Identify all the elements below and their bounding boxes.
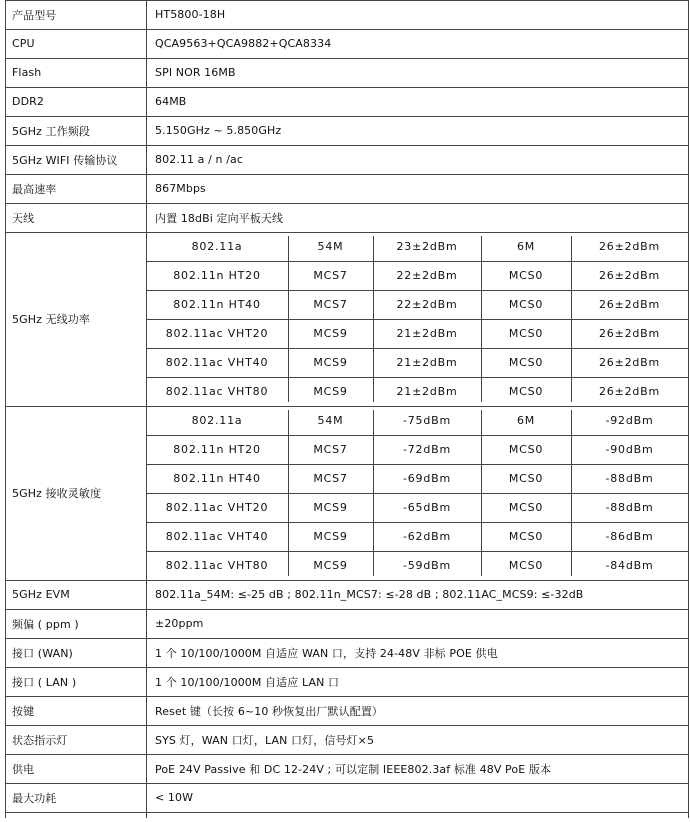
sub-cell: -59dBm (402, 559, 451, 572)
spec-label: 供电 (12, 762, 35, 776)
sub-cell: 22±2dBm (396, 269, 458, 282)
spec-label: 5GHz WIFI 传输协议 (12, 153, 118, 167)
table-right-border (688, 0, 689, 818)
spec-value: HT5800-18H (155, 8, 226, 21)
sub-cell: MCS7 (313, 443, 348, 456)
spec-label: 按键 (12, 704, 35, 718)
spec-value: 802.11a_54M: ≤-25 dB ; 802.11n_MCS7: ≤-28 dB ; 802.11AC_MCS9: ≤-32dB (155, 588, 584, 601)
spec-value: Reset 键（长按 6~10 秒恢复出厂默认配置） (155, 704, 384, 718)
spec-value: 867Mbps (155, 182, 206, 195)
sub-cell: MCS0 (508, 327, 544, 340)
sub-cell: 54M (317, 240, 344, 253)
spec-value: < 10W (155, 791, 194, 804)
sub-cell: MCS0 (508, 559, 544, 572)
sub-cell: 802.11ac VHT80 (165, 559, 269, 572)
sub-cell: 21±2dBm (396, 327, 458, 340)
spec-label: CPU (12, 37, 35, 50)
sub-cell: -90dBm (605, 443, 654, 456)
sub-cell: MCS0 (508, 501, 544, 514)
sub-cell: 802.11n HT40 (173, 472, 261, 485)
sub-cell: -86dBm (605, 530, 654, 543)
spec-value: SPI NOR 16MB (155, 66, 236, 79)
spec-value: 5.150GHz ~ 5.850GHz (155, 124, 282, 137)
sub-cell: 26±2dBm (598, 269, 661, 282)
sub-cell: -92dBm (605, 414, 654, 427)
sub-cell: 21±2dBm (396, 356, 458, 369)
spec-label: 产品型号 (12, 8, 57, 22)
spec-table (5, 0, 688, 818)
section-label: 5GHz 接收灵敏度 (12, 487, 102, 500)
spec-label: 接口 (WAN) (12, 646, 73, 660)
spec-value: PoE 24V Passive 和 DC 12-24V ; 可以定制 IEEE802.3af 标准 48V PoE 版本 (155, 762, 552, 776)
spec-label: 接口 ( LAN ) (12, 675, 77, 689)
sub-cell: MCS0 (508, 530, 544, 543)
sub-cell: 6M (516, 240, 536, 253)
sub-cell: -62dBm (402, 530, 451, 543)
sub-cell: 26±2dBm (598, 240, 661, 253)
sub-cell: 802.11ac VHT80 (165, 385, 269, 398)
spec-value: 64MB (155, 95, 187, 108)
sub-cell: MCS7 (313, 269, 348, 282)
sub-cell: 802.11ac VHT40 (165, 530, 269, 543)
spec-label: 频偏 ( ppm ) (12, 617, 79, 631)
sub-cell: 802.11n HT40 (173, 298, 261, 311)
sub-cell: 26±2dBm (598, 385, 661, 398)
spec-label: Flash (12, 66, 42, 79)
sub-cell: 26±2dBm (598, 327, 661, 340)
sub-cell: MCS0 (508, 298, 544, 311)
sub-cell: -65dBm (402, 501, 451, 514)
sub-cell: 802.11n HT20 (173, 269, 261, 282)
spec-label: 5GHz EVM (12, 588, 70, 601)
sub-cell: 26±2dBm (598, 356, 661, 369)
sub-cell: 26±2dBm (598, 298, 661, 311)
sub-cell: -88dBm (605, 501, 654, 514)
spec-label: 5GHz 工作频段 (12, 124, 90, 138)
sub-cell: 54M (317, 414, 344, 427)
sub-cell: -69dBm (402, 472, 451, 485)
sub-cell: MCS0 (508, 385, 544, 398)
sub-cell: 802.11n HT20 (173, 443, 261, 456)
sub-cell: MCS9 (313, 356, 348, 369)
spec-label: 最大功耗 (12, 791, 57, 805)
sub-cell: MCS0 (508, 269, 544, 282)
sub-cell: -84dBm (605, 559, 654, 572)
spec-label: 状态指示灯 (12, 733, 68, 747)
sub-cell: 6M (516, 414, 536, 427)
sub-cell: -88dBm (605, 472, 654, 485)
sub-cell: MCS0 (508, 356, 544, 369)
spec-value: 802.11 a / n /ac (155, 153, 243, 166)
spec-value: ±20ppm (155, 617, 204, 630)
sub-cell: MCS9 (313, 559, 348, 572)
sub-cell: 802.11ac VHT40 (165, 356, 269, 369)
sub-cell: 802.11a (191, 240, 243, 253)
sub-cell: 802.11ac VHT20 (165, 501, 269, 514)
row-divider (5, 812, 688, 813)
spec-label: 最高速率 (12, 182, 57, 196)
sub-cell: 21±2dBm (396, 385, 458, 398)
sub-cell: -75dBm (402, 414, 451, 427)
sub-cell: MCS7 (313, 472, 348, 485)
sub-cell: MCS9 (313, 501, 348, 514)
sub-cell: MCS9 (313, 530, 348, 543)
sub-cell: -72dBm (402, 443, 451, 456)
sub-cell: 22±2dBm (396, 298, 458, 311)
sub-cell: MCS0 (508, 472, 544, 485)
spec-value: QCA9563+QCA9882+QCA8334 (155, 37, 332, 50)
sub-cell: 802.11a (191, 414, 243, 427)
spec-value: SYS 灯，WAN 口灯，LAN 口灯，信号灯×5 (155, 733, 375, 747)
sub-cell: MCS0 (508, 443, 544, 456)
spec-label: DDR2 (12, 95, 44, 108)
spec-value: 1 个 10/100/1000M 自适应 WAN 口，支持 24-48V 非标 POE 供电 (155, 646, 498, 660)
sub-cell: MCS9 (313, 385, 348, 398)
spec-value: 内置 18dBi 定向平板天线 (155, 211, 284, 225)
sub-cell: MCS9 (313, 327, 348, 340)
section-label: 5GHz 无线功率 (12, 313, 90, 326)
spec-value: 1 个 10/100/1000M 自适应 LAN 口 (155, 675, 340, 689)
spec-label: 天线 (12, 211, 35, 225)
sub-cell: 23±2dBm (396, 240, 458, 253)
sub-cell: MCS7 (313, 298, 348, 311)
sub-cell: 802.11ac VHT20 (165, 327, 269, 340)
